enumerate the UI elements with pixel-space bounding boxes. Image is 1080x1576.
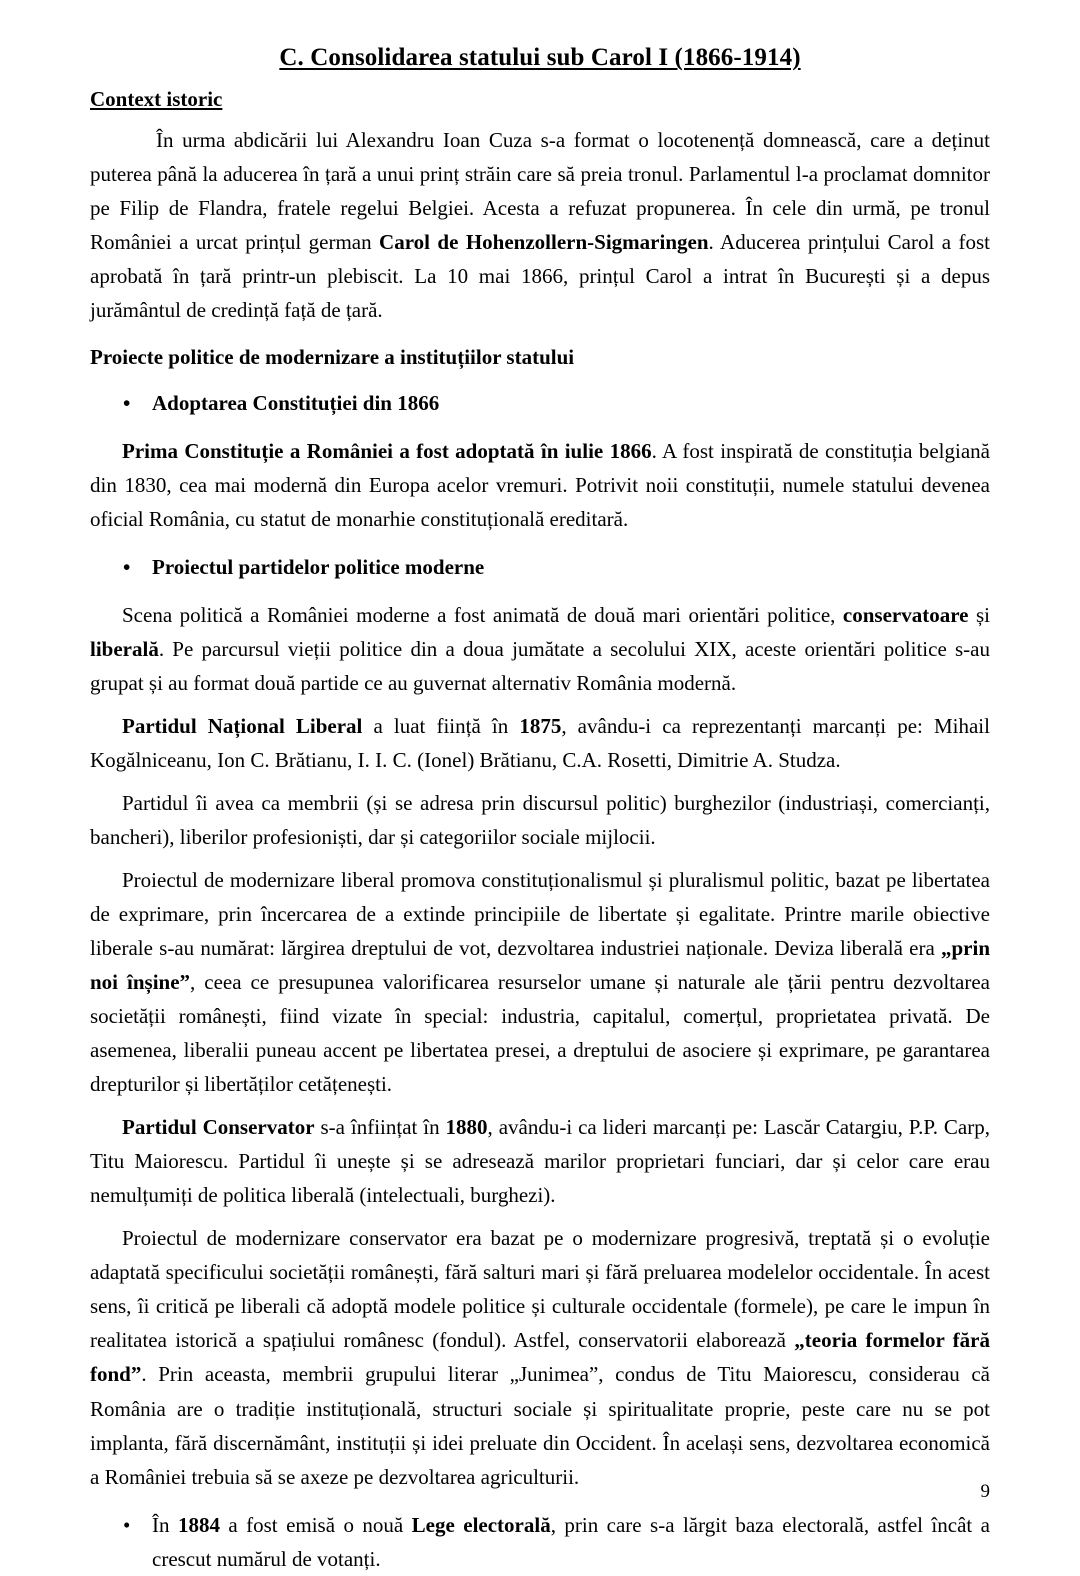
heading-context-istoric-text: Context istoric [90, 87, 223, 112]
bullet-list-partide [90, 550, 990, 584]
emphasis-partidul-national-liberal: Partidul Național Liberal [122, 714, 363, 739]
page-title [90, 42, 990, 73]
emphasis-liberala: liberală [90, 637, 159, 662]
emphasis-partidul-conservator: Partidul Conservator [122, 1115, 315, 1140]
page-number: 9 [980, 1481, 990, 1502]
list-item-lege-electorala-part-b: a fost emisă o nouă [219, 1512, 412, 1537]
list-item-proiectul-partidelor-label: Proiectul partidelor politice moderne [152, 555, 485, 580]
paragraph-context-intro-part-b: . Aducerea prințului Carol a fost aprobată în țară printr-un plebiscit. La 10 mai 1866, prințul Carol a intrat în București și a depus jurământul de credință față de țară. [90, 229, 990, 322]
paragraph-proiect-conservator-part-a: Proiectul de modernizare conservator era bazat pe o modernizare progresivă, treptată și o evoluție adaptată specificului societății românești, fără salturi mari și fără preluarea modelelor occidentale. În acest sens, îi critică pe liberali că adoptă modele politice și culturale occidentale (formele), pe care le impun în realitatea istorică a spațiului românesc (fondul). Astfel, conservatorii elaborează [90, 1226, 990, 1353]
heading-context-istoric [90, 85, 990, 113]
page-title-text: C. Consolidarea statului sub Carol I (1866-1914) [279, 44, 801, 71]
paragraph-scena-politica-part-a: Scena politică a României moderne a fost animată de două mari orientări politice, [122, 603, 843, 628]
bullet-list-constitutie [90, 386, 990, 420]
list-item-adoptarea-constitutiei [90, 386, 990, 420]
paragraph-proiect-conservator-part-b: . Prin aceasta, membrii grupului literar „Junimea”, condus de Titu Maiorescu, considerau că România are o tradiție instituțională, structuri sociale și spiritualitate proprie, peste care nu se pot implanta, fără discernământ, instituții și idei preluate din Occident. În același sens, dezvoltarea economică a României trebuia să se axeze pe dezvoltarea agriculturii. [90, 1362, 990, 1489]
paragraph-pnl-part-b: , avându-i ca reprezentanți marcanți pe: Mihail Kogălniceanu, Ion C. Brătianu, I. I. C. (Ionel) Brătianu, C.A. Rosetti, Dimitrie A. Studza. [90, 714, 990, 773]
paragraph-prima-constitutie [90, 434, 990, 536]
paragraph-proiect-conservator [90, 1221, 990, 1493]
bullet-icon: • [123, 391, 131, 416]
emphasis-teoria-formelor-fara-fond: „teoria formelor fără fond” [90, 1328, 990, 1387]
paragraph-partidul-conservator [90, 1110, 990, 1212]
emphasis-lege-electorala: Lege electorală [411, 1512, 551, 1537]
emphasis-anul-1884: 1884 [177, 1512, 220, 1537]
bullet-list-lege-electorala [90, 1508, 990, 1576]
paragraph-conservator-part-a: s-a înființat în [314, 1115, 446, 1140]
paragraph-prima-constitutie-part-a: . A fost inspirată de constituția belgiană din 1830, cea mai modernă din Europa acelor vremuri. Potrivit noii constituții, numele statului devenea oficial România, cu statut de monarhie constituțională ereditară. [90, 439, 990, 532]
list-item-lege-electorala-part-a: În [152, 1512, 178, 1537]
paragraph-proiect-liberal-part-b: , ceea ce presupunea valorificarea resurselor umane și naturale ale țării pentru dezvoltarea societății românești, fiind vizate în special: industria, capitalul, comerțul, proprietatea privată. De asemenea, liberalii puneau accent pe libertatea presei, a dreptului de asociere și exprimare, pe garantarea drepturilor și libertăților cetățenești. [90, 970, 990, 1097]
paragraph-proiect-liberal [90, 863, 990, 1101]
emphasis-anul-1875: 1875 [519, 714, 562, 739]
paragraph-partidul-national-liberal [90, 709, 990, 777]
emphasis-conservatoare: conservatoare [842, 603, 969, 628]
list-item-lege-electorala [90, 1508, 990, 1576]
emphasis-carol-hohenzollern: Carol de Hohenzollern-Sigmaringen [379, 229, 709, 254]
paragraph-conservator-part-b: , avându-i ca lideri marcanți pe: Lascăr Catargiu, P.P. Carp, Titu Maiorescu. Partidul îi unește și se adresează marilor proprietari funciari, dar și celor care erau nemulțumiți de politica liberală (intelectuali, burghezi). [90, 1115, 990, 1208]
emphasis-prima-constitutie: Prima Constituție a României a fost adoptată în iulie 1866 [122, 439, 652, 464]
heading-proiecte-politice: Proiecte politice de modernizare a instituțiilor statului [90, 344, 575, 369]
list-item-adoptarea-constitutiei-label: Adoptarea Constituției din 1866 [152, 391, 440, 416]
paragraph-context-intro-part-a: În urma abdicării lui Alexandru Ioan Cuza s-a format o locotenență domnească, care a deținut puterea până la aducerea în țară a unui prinț străin care să preia tronul. Parlamentul l-a proclamat domnitor pe Filip de Flandra, fratele regelui Belgiei. Acesta a refuzat propunerea. În cele din urmă, pe tronul României a urcat prințul german [90, 127, 990, 254]
paragraph-scena-politica [90, 598, 990, 700]
emphasis-prin-noi-insine: „prin noi înșine” [90, 936, 990, 995]
paragraph-scena-politica-part-b: și [968, 603, 990, 628]
paragraph-pnl-part-a: a luat ființă în [362, 714, 520, 739]
paragraph-context-intro [90, 123, 990, 327]
paragraph-membri-partid: Partidul îi avea ca membrii (și se adresa prin discursul politic) burghezilor (industriași, comercianți, bancheri), liberilor profesioniști, dar și categoriilor sociale mijlocii. [90, 791, 990, 850]
paragraph-scena-politica-part-c: . Pe parcursul vieții politice din a doua jumătate a secolului XIX, aceste orientări politice s-au grupat și au format două partide ce au guvernat alternativ România modernă. [90, 637, 990, 696]
list-item-lege-electorala-part-c: , prin care s-a lărgit baza electorală, astfel încât a crescut numărul de votanți. [152, 1512, 990, 1571]
emphasis-anul-1880: 1880 [445, 1115, 488, 1140]
bullet-icon: • [123, 1512, 131, 1537]
bullet-icon: • [123, 555, 131, 580]
list-item-proiectul-partidelor [90, 550, 990, 584]
paragraph-proiect-liberal-part-a: Proiectul de modernizare liberal promova constituționalismul și pluralismul politic, bazat pe libertatea de exprimare, prin încercarea de a extinde principiile de libertate și egalitate. Printre marile obiective liberale s-au numărat: lărgirea dreptului de vot, dezvoltarea industriei naționale. Deviza liberală era [90, 868, 990, 961]
